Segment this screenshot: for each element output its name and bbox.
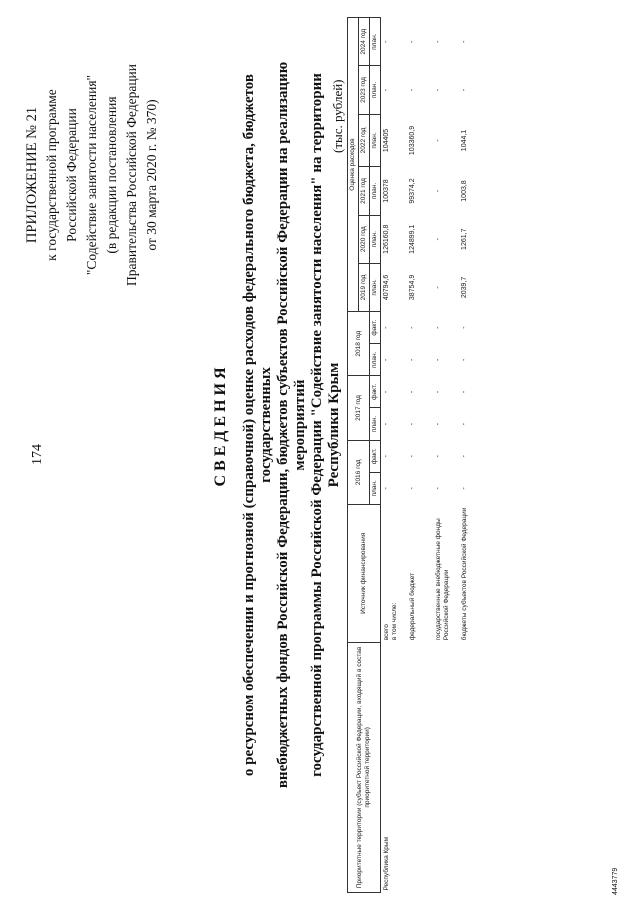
heading-line: государственной программы Российской Федерации "Содействие занятости населения" на территории xyxy=(309,73,325,777)
header-plan: план. xyxy=(370,66,381,114)
source-label: всего xyxy=(383,624,390,641)
value-cell: - xyxy=(409,358,416,361)
header-estimate: Оценка расходов xyxy=(348,18,359,312)
value-cell: 104405 xyxy=(383,128,390,153)
value-cell: - xyxy=(409,390,416,394)
source-note: в том числе: xyxy=(391,602,398,641)
value-cell: 1261,7 xyxy=(461,228,468,250)
value-cell: - xyxy=(435,238,442,241)
value-cell: - xyxy=(461,88,468,92)
table-row xyxy=(381,18,408,893)
territory-cell-empty xyxy=(433,642,459,892)
value-cell: - xyxy=(383,326,390,329)
header-plan: план. xyxy=(370,167,381,215)
header-year: 2024 год xyxy=(359,18,370,66)
value-cell: - xyxy=(409,422,416,426)
value-cell: - xyxy=(435,455,442,458)
source-cell: государственные внебюджетные фонды Российской Федерации xyxy=(435,518,450,641)
value-cell: - xyxy=(435,189,442,193)
value-cell: - xyxy=(461,487,468,490)
value-cell: 100378 xyxy=(383,179,390,203)
header-plan: план. xyxy=(370,472,381,504)
annex-line: "Содействие занятости населения" xyxy=(84,74,99,276)
source-cell: бюджеты субъектов Российской Федерации xyxy=(461,507,468,641)
header-fact: факт. xyxy=(370,376,381,408)
value-cell: - xyxy=(435,390,442,394)
value-cell: 40794,6 xyxy=(383,274,390,301)
value-cell: - xyxy=(383,40,390,43)
value-cell: - xyxy=(435,487,442,490)
table-row xyxy=(459,18,485,893)
header-year: 2020 год xyxy=(359,215,370,263)
header-fact: факт. xyxy=(370,440,381,472)
territory-cell: Республика Крым xyxy=(383,836,390,891)
value-cell: - xyxy=(409,40,416,43)
value-cell: 126160,8 xyxy=(383,224,390,254)
value-cell: - xyxy=(435,88,442,92)
annex-line: Правительства Российской Федерации xyxy=(124,64,139,286)
heading-line: Республики Крым xyxy=(326,362,342,488)
annex-title: ПРИЛОЖЕНИЕ № 21 xyxy=(24,106,40,244)
annex-line: к государственной программе xyxy=(44,89,59,261)
header-source: Источник финансирования xyxy=(348,504,381,642)
value-cell: - xyxy=(435,358,442,361)
heading-word: СВЕДЕНИЯ xyxy=(212,363,229,487)
value-cell: - xyxy=(409,88,416,92)
header-fact: факт. xyxy=(370,312,381,344)
expenses-table xyxy=(347,17,485,893)
header-year: 2021 год xyxy=(359,167,370,215)
header-plan: план. xyxy=(370,263,381,311)
table-row xyxy=(433,18,459,893)
value-cell: - xyxy=(409,455,416,458)
value-cell: 103360,9 xyxy=(409,125,416,156)
page-number: 174 xyxy=(30,444,45,465)
header-year: 2018 год xyxy=(348,312,370,376)
territory-cell-empty xyxy=(459,642,485,892)
value-cell: - xyxy=(461,40,468,43)
value-cell: - xyxy=(383,455,390,458)
value-cell: - xyxy=(383,487,390,490)
value-cell: - xyxy=(383,390,390,394)
value-cell: - xyxy=(461,455,468,458)
heading-line: внебюджетных фондов Российской Федерации, бюджетов субъектов Российской Федерации на реализацию мероприятий xyxy=(275,61,308,789)
value-cell: - xyxy=(461,326,468,329)
annex-line: от 30 марта 2020 г. № 370) xyxy=(144,99,159,251)
annex-line: (в редакции постановления xyxy=(104,96,119,254)
value-cell: - xyxy=(435,40,442,43)
document-heading xyxy=(212,25,343,825)
header-year: 2022 год xyxy=(359,114,370,167)
header-plan: план. xyxy=(370,18,381,66)
value-cell: - xyxy=(383,358,390,361)
value-cell: - xyxy=(435,286,442,289)
header-year: 2023 год xyxy=(359,66,370,114)
value-cell: - xyxy=(383,422,390,426)
value-cell: - xyxy=(409,326,416,329)
territory-cell-empty xyxy=(407,642,433,892)
expenses-table-wrap xyxy=(347,17,485,893)
source-cell xyxy=(381,504,408,642)
table-row xyxy=(407,18,433,893)
footer-code: 4443779 xyxy=(612,867,619,895)
value-cell: - xyxy=(461,358,468,361)
value-cell: - xyxy=(435,422,442,426)
value-cell: 38754,9 xyxy=(409,274,416,301)
header-plan: план. xyxy=(370,215,381,263)
value-cell: - xyxy=(461,422,468,426)
header-year: 2019 год xyxy=(359,263,370,311)
header-year: 2016 год xyxy=(348,440,370,504)
annex-block xyxy=(22,20,162,330)
value-cell: 1003,8 xyxy=(461,180,468,202)
value-cell: 124899,1 xyxy=(409,224,416,254)
value-cell: - xyxy=(383,88,390,92)
header-year: 2017 год xyxy=(348,376,370,440)
value-cell: - xyxy=(435,326,442,329)
value-cell: 1044,1 xyxy=(461,129,468,152)
units-label: (тыс. рублей) xyxy=(330,79,345,153)
header-plan: план. xyxy=(370,344,381,376)
value-cell: 2039,7 xyxy=(461,276,468,299)
source-cell: федеральный бюджет xyxy=(409,572,416,641)
value-cell: - xyxy=(461,390,468,394)
header-territory: Приоритетные территории (субъект Российской Федерации, входящий в состав приоритетной территории) xyxy=(348,642,381,892)
header-plan: план. xyxy=(370,114,381,167)
value-cell: - xyxy=(409,487,416,490)
value-cell: - xyxy=(435,139,442,142)
value-cell: 99374,2 xyxy=(409,178,416,204)
annex-line: Российской Федерации xyxy=(64,108,79,242)
heading-line: о ресурсном обеспечении и прогнозной (справочной) оценке расходов федерального бюджета, бюджетов государственных xyxy=(241,73,274,777)
header-plan: план. xyxy=(370,408,381,440)
